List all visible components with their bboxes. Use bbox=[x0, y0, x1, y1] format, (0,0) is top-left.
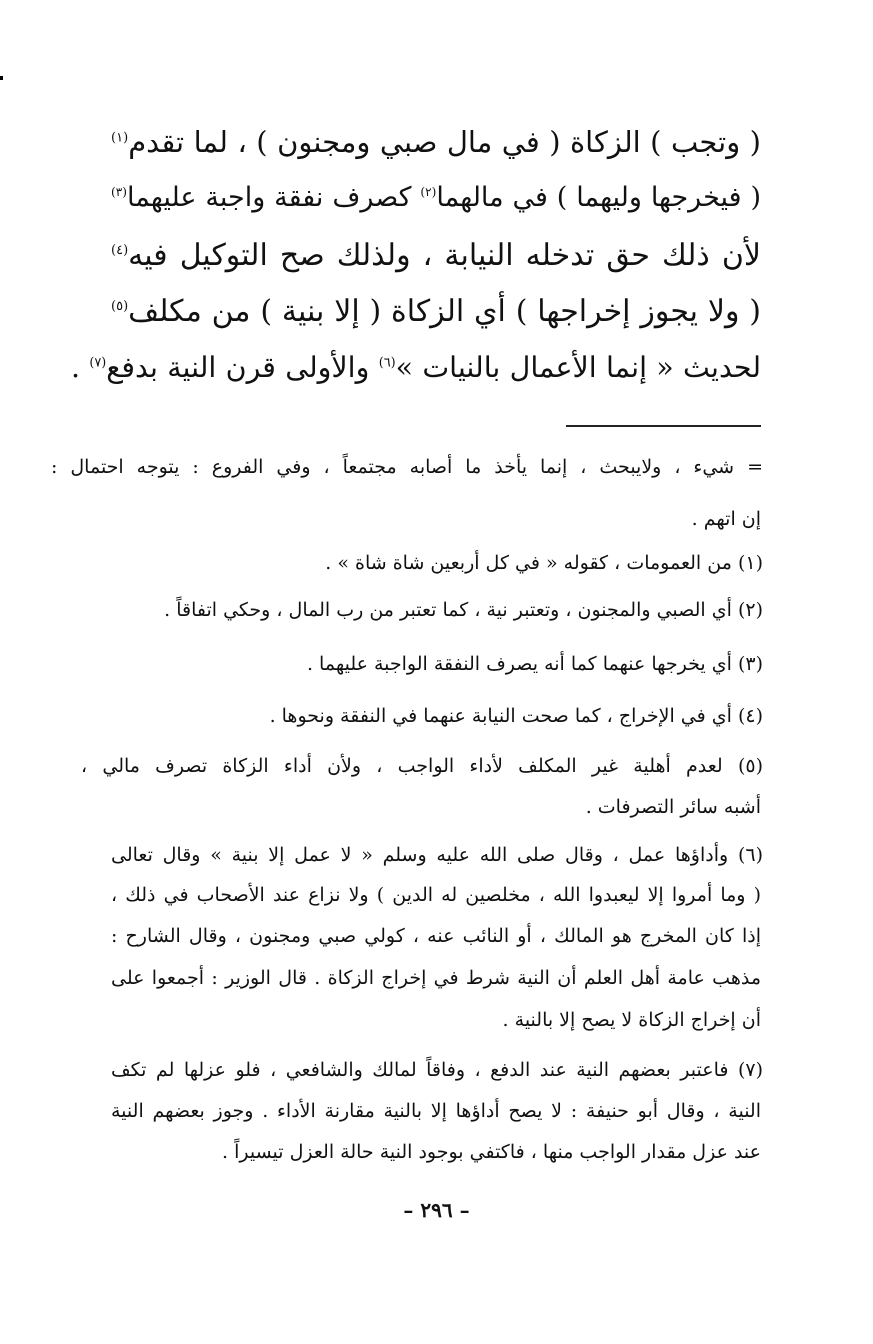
main-line-3 bbox=[111, 236, 761, 276]
footnote-4 bbox=[270, 701, 763, 731]
footnote-1-number: (١) bbox=[737, 552, 763, 574]
footnote-5-number: (٥) bbox=[737, 755, 763, 777]
footnote-continuation-line-2: إن اتهم . bbox=[691, 508, 761, 530]
main-line-5-end: . bbox=[71, 351, 81, 384]
footnote-marker-1: (١) bbox=[111, 130, 129, 146]
footnote-4-number: (٤) bbox=[737, 705, 763, 727]
footnote-7-line-3: عند عزل مقدار الواجب منها ، فاكتفي بوجود النية حالة العزل تيسيراً . bbox=[222, 1141, 761, 1163]
footnote-6-line-2: ( وما أمروا إلا ليعبدوا الله ، مخلصين له الدين ) ولا نزاع عند الأصحاب في ذلك ، bbox=[111, 884, 761, 906]
footnote-6-number: (٦) bbox=[737, 844, 763, 866]
footnote-7-line-1: فاعتبر بعضهم النية عند الدفع ، وفاقاً لمالك والشافعي ، فلو عزلها لم تكف bbox=[111, 1059, 729, 1081]
page-number: – ٢٩٦ – bbox=[403, 1198, 470, 1222]
footnote-6-line-1: وأداؤها عمل ، وقال صلى الله عليه وسلم « لا عمل إلا بنية » وقال تعالى bbox=[111, 844, 729, 866]
footnote-7-line-2: النية ، وقال أبو حنيفة : لا يصح أداؤها إلا بالنية مقارنة الأداء . وجوز بعضهم النية bbox=[111, 1100, 761, 1122]
footnote-continuation-line-1: = شيء ، ولايبحث ، إنما يأخذ ما أصابه مجتمعاً ، وفي الفروع : يتوجه احتمال : bbox=[51, 456, 763, 478]
footnote-marker-5: (٥) bbox=[111, 299, 129, 314]
main-line-4 bbox=[111, 292, 761, 332]
footnote-separator bbox=[566, 425, 761, 427]
footnote-marker-7: (٧) bbox=[89, 355, 107, 371]
footnote-6-line-5: أن إخراج الزكاة لا يصح إلا بالنية . bbox=[502, 1009, 761, 1031]
footnote-2 bbox=[164, 595, 763, 625]
footnote-4-line-1: أي في الإخراج ، كما صحت النيابة عنهما في النفقة ونحوها . bbox=[269, 705, 732, 727]
footnote-3-number: (٣) bbox=[737, 653, 763, 675]
footnote-marker-2: (٢) bbox=[420, 185, 437, 199]
main-line-2 bbox=[111, 178, 761, 218]
main-line-2-text: ( فيخرجها وليهما ) في مالهما bbox=[436, 182, 761, 213]
footnote-5-line-2: أشبه سائر التصرفات . bbox=[585, 796, 761, 818]
main-line-5 bbox=[71, 348, 761, 388]
footnote-6-line-3: إذا كان المخرج هو المالك ، أو النائب عنه ، كولي صبي ومجنون ، وقال الشارح : bbox=[111, 925, 761, 947]
main-line-3-text: لأن ذلك حق تدخله النيابة ، ولذلك صح التوكيل فيه bbox=[128, 238, 761, 273]
main-line-4-text: ( ولا يجوز إخراجها ) أي الزكاة ( إلا بنية ) من مكلف bbox=[128, 294, 761, 329]
footnote-marker-4: (٤) bbox=[111, 243, 129, 258]
footnote-6 bbox=[111, 840, 763, 870]
footnote-1-line-1: من العمومات ، كقوله « في كل أربعين شاة شاة » . bbox=[325, 552, 732, 574]
footnote-5-line-1: لعدم أهلية غير المكلف لأداء الواجب ، ولأن أداء الزكاة تصرف مالي ، bbox=[81, 755, 723, 777]
main-line-1 bbox=[111, 122, 761, 162]
footnote-6-line-4: مذهب عامة أهل العلم أن النية شرط في إخراج الزكاة . قال الوزير : أجمعوا على bbox=[111, 967, 761, 989]
footnote-3 bbox=[307, 649, 763, 679]
main-line-5-tail: والأولى قرن النية بدفع bbox=[106, 351, 370, 384]
footnote-marker-6: (٦) bbox=[378, 355, 396, 371]
footnote-2-line-1: أي الصبي والمجنون ، وتعتبر نية ، كما تعتبر من رب المال ، وحكي اتفاقاً . bbox=[164, 599, 732, 621]
footnote-7 bbox=[111, 1055, 763, 1085]
footnote-5 bbox=[81, 751, 763, 781]
main-line-2-tail: كصرف نفقة واجبة عليهما bbox=[127, 182, 412, 213]
footnote-3-line-1: أي يخرجها عنهما كما أنه يصرف النفقة الواجبة عليهما . bbox=[306, 653, 732, 675]
main-line-5-text: لحديث « إنما الأعمال بالنيات » bbox=[395, 351, 762, 384]
footnote-7-number: (٧) bbox=[737, 1059, 763, 1081]
scan-speck bbox=[0, 76, 3, 80]
footnote-2-number: (٢) bbox=[737, 599, 763, 621]
footnote-marker-3: (٣) bbox=[111, 185, 128, 199]
footnote-1 bbox=[325, 548, 763, 578]
main-line-1-text: ( وتجب ) الزكاة ( في مال صبي ومجنون ) ، لما تقدم bbox=[128, 125, 761, 159]
